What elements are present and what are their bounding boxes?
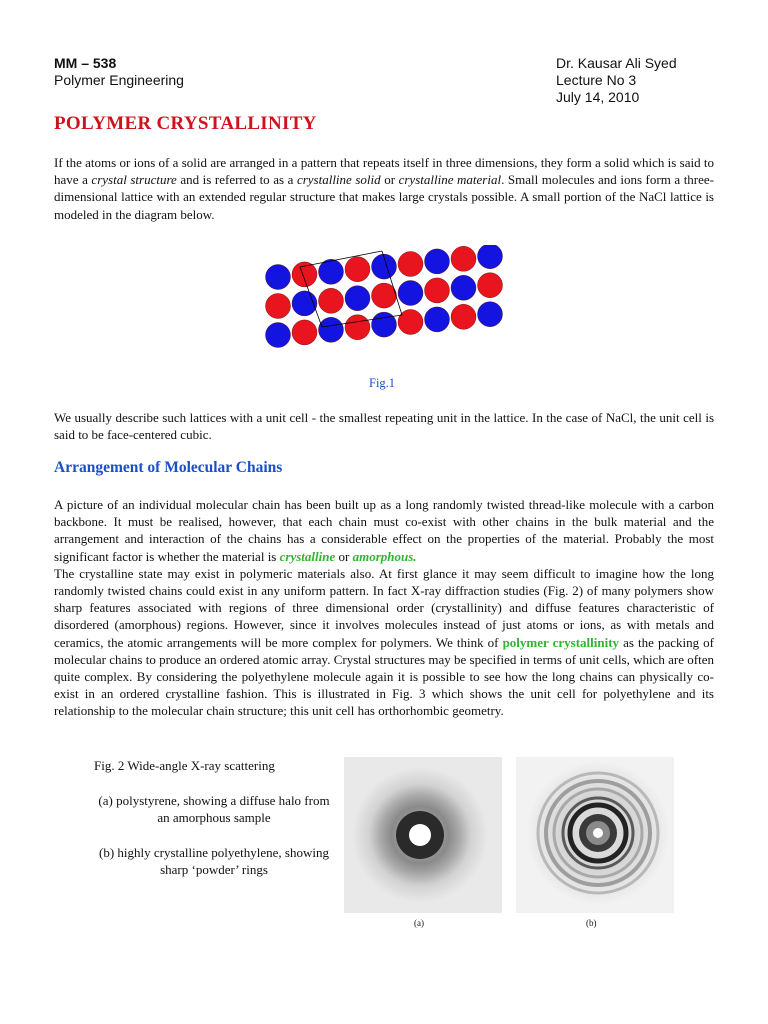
term-polymer-crystallinity: polymer crystallinity <box>502 634 620 650</box>
sodium-atom <box>478 245 503 269</box>
chloride-atom <box>372 283 397 308</box>
fig2-caption: Fig. 2 Wide-angle X-ray scattering <box>94 758 275 773</box>
chloride-atom <box>478 273 503 298</box>
chains-paragraph <box>54 496 714 720</box>
department: Polymer Engineering <box>54 72 184 88</box>
term-crystal-structure: crystal structure <box>91 172 177 188</box>
xray-image-b <box>516 757 674 913</box>
lecture-date: July 14, 2010 <box>556 89 640 105</box>
chloride-atom <box>398 252 423 277</box>
term-crystalline-material: crystalline material <box>398 172 502 188</box>
term-amorphous: amorphous. <box>352 548 417 564</box>
sodium-atom <box>345 286 370 311</box>
chains-text-or: or <box>335 548 353 564</box>
lecture-number: Lecture No 3 <box>556 72 637 88</box>
nacl-lattice-diagram <box>262 245 508 357</box>
intro-paragraph <box>54 154 714 223</box>
chains-text-3: as the packing of molecular chains to produce an ordered atomic array. Crystal structures may be specified in terms of unit cells, which are often quite complex. By considering the polyethylene molecule again it is possible to see how the long chains can physically co-exist in an ordered crystalline fashion. This is illustrated in Fig. 3 which shows the unit cell for polyethylene and its relationship to the molecular chain structure; this unit cell has orthorhombic geometry. <box>54 634 714 719</box>
fig2-item-a: (a) polystyrene, showing a diffuse halo from an amorphous sample <box>98 793 330 825</box>
course-code: MM – 538 <box>54 55 117 71</box>
section-heading: Arrangement of Molecular Chains <box>54 459 283 476</box>
sodium-atom <box>425 307 450 332</box>
sodium-atom <box>451 275 476 300</box>
sodium-atom <box>478 302 503 327</box>
sodium-atom <box>398 281 423 306</box>
intro-text-2: and is referred to as a <box>176 172 297 188</box>
sodium-atom <box>319 317 344 342</box>
term-crystalline: crystalline <box>279 548 336 564</box>
chloride-atom <box>319 288 344 313</box>
chloride-atom <box>345 315 370 340</box>
xray-label-b: (b) <box>586 918 597 928</box>
chloride-atom <box>345 257 370 282</box>
fig2-item-b: (b) highly crystalline polyethylene, showing sharp ‘powder’ rings <box>99 845 329 877</box>
chloride-atom <box>292 262 317 287</box>
nacl-lattice-figure <box>262 245 508 357</box>
chains-text-1: A picture of an individual molecular chain has been built up as a long randomly twisted thread-like molecule with a carbon backbone. It must be realised, however, that each chain must co-exist with other chains in the bulk material and the arrangement and interaction of the chains has a considerable effect on the properties of the material. Probably the most significant factor is whether the material is <box>54 497 714 564</box>
intro-text-or: or <box>380 172 399 188</box>
author: Dr. Kausar Ali Syed <box>556 55 677 71</box>
xray-image-a <box>344 757 502 913</box>
header-right <box>556 55 677 106</box>
fig1-caption: Fig.1 <box>369 376 396 390</box>
sodium-atom <box>372 312 397 337</box>
page-title: POLYMER CRYSTALLINITY <box>54 113 317 134</box>
chloride-atom <box>451 304 476 329</box>
term-crystalline-solid: crystalline solid <box>296 172 381 188</box>
intro-text-3: . Small molecules and ions form a three-dimensional lattice with an extended regular structure that makes large crystals possible. A small portion of the NaCl lattice is modeled in the diagram below. <box>54 172 714 222</box>
intro-text-1: If the atoms or ions of a solid are arranged in a pattern that repeats itself in three dimensions, they form a solid which is said to have a <box>54 155 714 188</box>
chloride-atom <box>292 320 317 345</box>
sodium-atom <box>266 323 291 348</box>
chloride-atom <box>425 278 450 303</box>
xray-label-a: (a) <box>414 918 424 928</box>
unit-cell-paragraph: We usually describe such lattices with a unit cell - the smallest repeating unit in the lattice. In the case of NaCl, the unit cell is said to be face-centered cubic. <box>54 410 714 443</box>
sodium-atom <box>266 265 291 290</box>
chains-text-2: The crystalline state may exist in polymeric materials also. At first glance it may seem difficult to imagine how the long randomly twisted chains could exist in any uniform pattern. In fact X-ray diffraction studies (Fig. 2) of many polymers show sharp features associated with regions of three dimensional order (crystallinity) and diffuse features characteristic of disordered (amorphous) regions. However, since it involves molecules instead of just atoms or ions, as with metals and ceramics, the atomic arrangements will be more complex for polymers. We think of <box>54 565 714 650</box>
header-left <box>54 55 184 89</box>
sodium-atom <box>425 249 450 274</box>
chloride-atom <box>266 294 291 319</box>
chloride-atom <box>451 246 476 271</box>
